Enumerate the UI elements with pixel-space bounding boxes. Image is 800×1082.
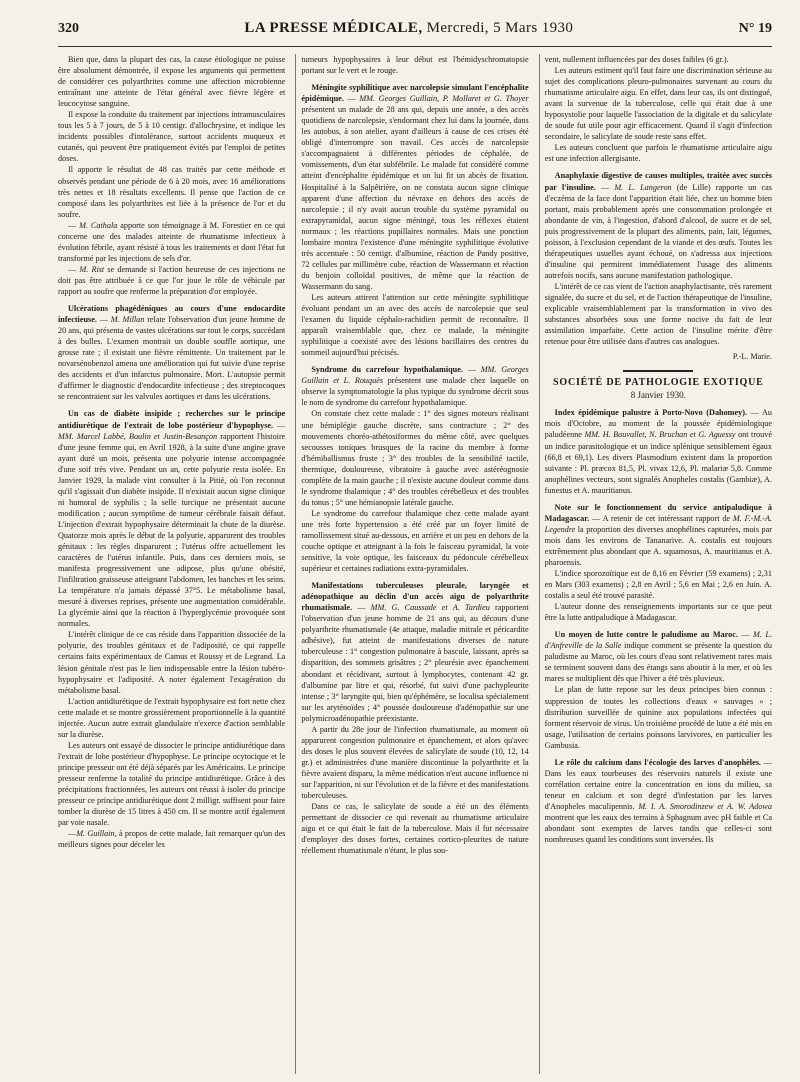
author-name: M. Guillain, — [76, 829, 117, 839]
paragraph: — M. Rist se demande si l'action heureuse de ces injections ne doit pas être attribuée à ce que l'or joue le rôle de véhicule par rapport au soufre que renferme la préparation d'or employée. — [58, 264, 286, 296]
paragraph: Les auteurs concluent que parfois le rhumatisme articulaire aigu est une infection allergisante. — [544, 143, 772, 164]
paragraph: Dans ce cas, le salicylate de soude a été un des éléments permettant de dissocier ce qui revenait au rhumatisme articulaire aigu et ce qui était le fait de la tuberculose. Mais il fut nécessaire d'employer des doses fortes, certaines cortico-pleurites de nature réellement rhumatismale n'étant, le plus sou- — [301, 802, 529, 856]
column-2 — [295, 54, 528, 1074]
column-3 — [539, 54, 772, 1074]
paragraph: On constate chez cette malade : 1° des signes moteurs réalisant une hémiplégie gauche discrète, sans contracture ; 2° des mouvements choréo-athétosiformes du même côté, avec quelques secousses toniques brusques de la racine du membre à forme d'hémiballismus fruste ; 3° des troubles de la sensibilité tactile, thermique, douloureuse, vibratoire à gauche avec astéréognosie complète de la main gauche ; il n'existe aucune douleur comme dans le syndrome thalamique ; 4° des troubles cérébelleux et des troubles du tonus ; 5° une hémianopsie latérale gauche. — [301, 409, 529, 507]
author-name: MM. G. Caussade et A. Tardieu — [370, 603, 490, 613]
author-name: MM. Georges Guillain et L. Rouquès — [301, 365, 529, 386]
author-name: M. Cathala — [79, 220, 118, 230]
signature: P.-L. Marie. — [732, 352, 772, 362]
paragraph: Le syndrome du carrefour thalamique chez cette malade ayant une très forte hypertension a été créé par un foyer limité de ramollissement situé au-dessous, en arrière et un peu en dehors de la couche optique et atteignant à la fois le faisceau pyramidal, la voie sensitive, la voie optique, les faisceaux du pédoncule cérébelleux supérieur et certaines radiations extra-pyramidales. — [301, 508, 529, 574]
author-name: M. F.-M.-A. Legendre — [544, 513, 772, 534]
paragraph: Les auteurs estiment qu'il faut faire une discrimination sérieuse au sujet des complications pleuro-pulmonaires survenant au cours du rhumatisme articulaire aigu. En effet, dans leur cas, ils ont distingué, avant la survenue de la tuberculose, celle qui était due à une hyposystolie pour laquelle l'association de la digitale et du salicylate de soude fut utile pour agir efficacement. Quand il s'agit d'infection secondaire, le salicylate de soude reste sans effet. — [544, 66, 772, 142]
section-ulcerations: Ulcérations phagédéniques au cours d'une endocardite infectieuse. — M. Millan relate l'observation d'un jeune homme de 20 ans, qui présenta de vastes ulcérations sur tout le corps, succédant à des bulles. L'examen montrait un double souffle aortique, une grosse rate ; il existait une fièvre rémittente. Un traitement par le novarsénobenzol amena une amélioration qui fut suivie d'une reprise des accidents et d'un infarctus pulmonaire. Mort. L'autopsie permit d'affirmer le diagnostic d'endocardite infectieuse ; des streptocoques se rencontraient sur les valvules aortiques et dans les ulcérations. — [58, 304, 286, 402]
author-name: M. Millan — [110, 315, 145, 325]
author-name: MM. H. Bauvallet, N. Bruchan et G. Aguessy — [584, 430, 736, 440]
paragraph: L'indice sporozoïtique est de 8,16 en Février (59 examens) ; 2,31 en Mars (303 examens) ; 2,8 en Avril ; 5,6 en Mai ; 2,6 en Juin. A. costalis a seul été trouvé parasité. — [544, 569, 772, 601]
author-name: M. L. Langeron — [614, 182, 672, 192]
society-title: SOCIÉTÉ DE PATHOLOGIE EXOTIQUE — [553, 377, 764, 389]
section-diabete-insipide: Un cas de diabète insipide ; recherches sur le principe antidiurétique de l'extrait de lobe postérieur d'hypophyse. — MM. Marcel Labbé, Boulin et Justin-Besançon rapportent l'histoire d'une jeune femme qui, en Avril 1928, à la suite d'une angine grave ayant duré un mois, présenta une polyurie intense accompagnée d'une soif très vive. Pendant un an, cette polyurie resta isolée. En Janvier 1929, la malade vint consulter à la Pitié, où l'on reconnut qu'il s'agissait d'un diabète insipide. Il n'existait aucun signe clinique ni humoral de syphilis ; la selle turcique ne présentait aucune modification ; aucun symptôme de tumeur cérébrale faisait défaut. L'injection d'extrait hypophysaire déterminait la chute de la diurèse. Quatorze mois après le début de la polyurie, apparurent des troubles génitaux : les règles disparurent ; l'utérus offre actuellement les caractères de l'utérus infantile. Puis, dans ces derniers mois, se manifesta progressivement une adipose, plus qu'une obésité, l'infiltration graisseuse atteignant l'abdomen, les hanches et les seins. La température n'a jamais dépassé 37°5. Le métabolisme basal, mesuré à diverses reprises, présente une augmentation considérable. La glycémie ainsi que la réaction à l'hyperglycémie provoquée sont normales. — [58, 409, 286, 629]
paragraph: Le plan de lutte repose sur les deux principes bien connus : suppression de toutes les collections d'eaux « sauvages » ; distribution surveillée de quinine aux populations infectées qui forment réservoir de virus. Un troisième procédé de lutte a été mis en usage, l'utilisation de certains poissons larvivores, en particulier les Gambusia. — [544, 685, 772, 750]
section-title: Méningite syphilitique avec narcolepsie simulant l'encéphalite épidémique. — [301, 83, 529, 104]
section-maroc: Un moyen de lutte contre le paludisme au Maroc. — M. L. d'Anfreville de la Salle indique comment se présente la question du paludisme au Maroc, où les cours d'eau sont relativement rares mais se terminent souvent dans des étangs sans aboutir à la mer, et où les mares se multiplient dès que l'hiver a été très pluvieux. — [544, 630, 772, 684]
section-carrefour: Syndrome du carrefour hypothalamique. — MM. Georges Guillain et L. Rouquès présentent une malade chez laquelle on observe la symptomatologie la plus typique du syndrome décrit sous le nom de syndrome du carrefour hypothalamique. — [301, 365, 529, 408]
issue-date: Mercredi, 5 Mars 1930 — [426, 20, 574, 36]
paragraph: L'intérêt clinique de ce cas réside dans l'apparition dissociée de la polyurie, des troubles génitaux et de l'adiposité, ce qui rappelle certains faits expérimentaux de Camus et Roussy et de Legrand. La lésion génitale n'est pas le lien indispensable entre la lésion tubéro-hypophysaire et l'adiposité. A noter également l'exagération du métabolisme basal. — [58, 630, 286, 695]
paragraph: L'auteur donne des renseignements importants sur ce que peut être la lutte antipaludique à Madagascar. — [544, 602, 772, 623]
journal-title — [244, 20, 573, 37]
paragraph: A partir du 28e jour de l'infection rhumatismale, au moment où apparurent congestion pulmonaire et épanchement, et alors qu'avec des doses le plus souvent élevées de salicylate de soude (10, 12, 14 gr.) et administrées d'une manière discontinue la polyarthrite et la fièvre avaient disparu, la même médication n'eut aucune influence ni sur l'apparition, ni sur l'évolution et de la fièvre et des manifestations tuberculeuses. — [301, 724, 529, 801]
section-title: Un moyen de lutte contre le paludisme au Maroc. — [554, 630, 738, 640]
paragraph: L'action antidiurétique de l'extrait hypophysaire est fort nette chez cette malade et se montre grossièrement proportionnelle à la quantité injectée. Aucun autre extrait glandulaire n'exerce d'action semblable sur la diurèse. — [58, 696, 286, 739]
section-title: Index épidémique palustre à Porto-Novo (Dahomey). — [554, 408, 748, 418]
section-manifestations: Manifestations tuberculeuses pleurale, laryngée et adénopathique au déclin d'un accès aigu de polyarthrite rhumatismale. — MM. G. Caussade et A. Tardieu rapportent l'observation d'un jeune homme de 21 ans qui, au décours d'une polyarthrite rhumatismale (4e attaque, maladie mitrale et péricardite adhésive), fut atteint de manifestations diverses de nature tuberculeuse : 1° congestion pulmonaire à bascule, laissant, après sa disparition, des sommets grisâtres ; 2° pleurésie avec épanchement abondant et récidivant, surtout à lymphocytes, contenant 42 gr. d'albumine par litre et qui, résorbé, fut suivi d'une pachypleurite intense ; 3° laryngite qui, bien qu'éphémère, se localisa spécialement sur les aryténoïdes ; 4° poussée douloureuse d'adénopathie sur une polymicroadénopathie préexistante. — [301, 581, 529, 723]
section-title: Note sur le fonctionnement du service antipaludique à Madagascar. — [544, 502, 772, 523]
society-date: 8 Janvier 1930. — [630, 390, 686, 401]
paragraph: Il apporte le résultat de 48 cas traités par cette méthode et observés pendant une période de 6 à 20 mois, avec 16 améliorations très nettes et 18 résultats excellents. Il pense que l'action de ce composé dans les polyarthrites est liée à la présence de l'or et du soufre. — [58, 165, 286, 219]
paragraph: Bien que, dans la plupart des cas, la cause étiologique ne puisse être absolument démontrée, il expose les arguments qui permettent de considérer ces polyarthrites comme une affection microbienne entraînant une atteinte de l'état général avec fièvre légère et leucocytose sanguine. — [58, 55, 286, 109]
section-title: Ulcérations phagédéniques au cours d'une endocardite infectieuse. — [58, 304, 286, 325]
issue-number: N° 19 — [738, 21, 772, 36]
article-columns — [58, 54, 772, 1074]
section-madagascar: Note sur le fonctionnement du service antipaludique à Madagascar. — A retenir de cet intéressant rapport de M. F.-M.-A. Legendre la proportion des diverses anophélines capturées, mois par mois dans les environs de Tananarive. A. costalis est toujours extrêmement plus abondant que A. squamosus, A. mauritianus et A. pharoensis. — [544, 502, 772, 567]
section-title: Manifestations tuberculeuses pleurale, laryngée et adénopathique au déclin d'un accès aigu de polyarthrite rhumatismale. — [301, 581, 529, 613]
paragraph: — M. Cathala apporte son témoignage à M. Forestier en ce qui concerne une des malades atteinte de rhumatisme infectieux à évolution fébrile, ayant résisté à tous les traitements et dont l'état fut transformé par les injections de sels d'or. — [58, 220, 286, 263]
paragraph: Les auteurs ont essayé de dissocier le principe antidiurétique dans l'extrait de lobe postérieur d'hypophyse. Le principe ocytocique et le principe presseur ont été déjà séparés par les Américains. Le principe presseur renferme la totalité du principe antidiurétique. Grâce à des précipitations fractionnées, les auteurs ont réussi à isoler du principe presseur ce principe antidiurétique dont 2 milligr. suffisent pour faire tomber la diurèse de 15 litres à 450 cm. Il se montre actif également par voie nasale. — [58, 740, 286, 828]
section-calcium: Le rôle du calcium dans l'écologie des larves d'anophèles. — Dans les eaux tourbeuses des réservoirs naturels il existe une corrélation certaine entre la concentration en ions du milieu, sa teneur en calcium et son degré d'infestation par les larves d'Anopheles maculipennis. M. I. A. Smorodinzew et A. W. Adowa montrent que les eaux des terrains à Sphagnum avec pH faible et Ca abondant sont exemptes de larves tandis que celles-ci sont nombreuses quand les conditions sont inversées. Ils — [544, 757, 772, 845]
section-title: Un cas de diabète insipide ; recherches sur le principe antidiurétique de l'extrait de lobe postérieur d'hypophyse. — [58, 409, 286, 430]
journal-name: LA PRESSE MÉDICALE, — [244, 20, 423, 36]
paragraph: Les auteurs attirent l'attention sur cette méningite syphilitique évoluant pendant un an avec des accès de narcolepsie que seul l'examen du liquide céphalo-rachidien permit de reconnaître. Il apparaît vraisemblable que, chez ce malade, la méningite syphilitique a coexisté avec des lésions bacillaires des centres du sommeil aujourd'hui précisés. — [301, 292, 529, 358]
paragraph: Il expose la conduite du traitement par injections intramusculaires tous les 5 à 7 jours, de 5 à 10 centigr. d'allochrysine, et indique les incidents possibles d'intolérance, surtout accidents muqueux et cutanés, qui peuvent être pratiquement évités par l'emploi de petites doses. — [58, 110, 286, 164]
page-number: 320 — [58, 21, 79, 36]
paragraph: L'intérêt de ce cas vient de l'action anaphylactisante, très rarement signalée, du sucre et du sel, et de l'action thérapeutique de l'insuline, explicable vraisemblablement par la transformation in vivo des substances absorbées sous une forme nocive du fait de leur assimilation imparfaite. Cette action de l'insuline mérite d'être retenue pour être utilisée dans d'autres cas analogues. — [544, 281, 772, 347]
paragraph: vent, nullement influencées par des doses faibles (6 gr.). — [544, 55, 729, 64]
author-name: M. L. d'Anfreville de la Salle — [544, 630, 772, 651]
section-anaphylaxie: Anaphylaxie digestive de causes multiples, traitée avec succès par l'insuline. — M. L. Langeron (de Lille) rapporte un cas d'eczéma de la face dont l'apparition était liée, chez un homme bien portant, mais probablement après une consommation prolongée et abondante de vin, à l'ingestion, d'abord d'alcool, de sucre et de sel, puis progressivement de la plupart des aliments, pain, lait, légumes, poisson, à l'exclusion cependant de la viande et des œufs. Toutes les thérapeutiques usuelles ayant échoué, on s'adressa aux injections d'insuline qui permirent immédiatement l'usage des aliments autrefois nocifs, sans aucune manifestation pathologique. — [544, 171, 772, 280]
section-meningite: Méningite syphilitique avec narcolepsie simulant l'encéphalite épidémique. — MM. Georges Guillain, P. Mollaret et G. Thoyer présentent un malade de 28 ans qui, depuis une année, a des accès quotidiens de narcolepsie, s'endormant chez lui dans la journée, dans les autobus, à son atelier, ayant d'ailleurs à cause de ces crises été obligé d'interrompre son travail. Ces accès de narcolepsie s'accompagnaient à différentes périodes de céphalée, de vomissements, d'un état subfébrile. Le malade fut considéré comme atteint d'encéphalite épidémique et on lui fit un abcès de fixation. Hospitalisé à la Salpêtrière, on ne constata aucun signe clinique apparent d'une affection du névraxe en dehors des accès de narcolepsie ; il n'y avait aucun trouble du système pyramidal ou extrapyramidal, aucun signe méningé, tous les réflexes étaient normaux ; les réactions pupillaires normales. Mais une ponction lombaire montra l'existence d'une méningite syphilitique évolutive très accentuée : 50 centigr. d'albumine, réaction de Pandy positive, 72 cellules par millimètre cube, réaction de Wassermann et réaction du benjoin colloïdal positives, de même que la réaction de Wassermann du sang. — [301, 83, 529, 291]
paragraph: tumeurs hypophysaires à leur début est l'hémidyschromatopsie portant sur le vert et le rouge. — [301, 55, 529, 76]
section-title: Syndrome du carrefour hypothalamique. — [311, 365, 463, 375]
divider — [623, 370, 693, 372]
author-name: M. I. A. Smorodinzew et A. W. Adowa — [638, 801, 772, 811]
column-1 — [58, 54, 285, 1074]
author-name: M. Rist — [79, 264, 105, 274]
section-title: Le rôle du calcium dans l'écologie des larves d'anophèles. — [554, 757, 761, 767]
section-title: Anaphylaxie digestive de causes multiples, traitée avec succès par l'insuline. — [544, 171, 772, 192]
section-porto-novo: Index épidémique palustre à Porto-Novo (Dahomey). — Au mois d'Octobre, au moment de la poussée épidémiologique paludéenne MM. H. Bauvallet, N. Bruchan et G. Aguessy ont trouvé un indice parasitologique et un indice splénique sensiblement égaux (66,8 et 69,1). Les divers Plasmodium existent dans la proportion suivante : Pl. præcox 81,5, Pl. vivax 12,6, Pl. malariæ 5,8. Comme anophélines vecteurs, sont signalés Anopheles costalis (Gambiæ), A. funestus et A. mauritianus. — [544, 408, 772, 495]
paragraph: —M. Guillain, à propos de cette malade, fait remarquer qu'un des meilleurs signes pour déceler les — [58, 829, 286, 850]
page-header — [58, 20, 772, 47]
author-name: MM. Marcel Labbé, Boulin et Justin-Besançon — [58, 431, 218, 441]
author-name: MM. Georges Guillain, P. Mollaret et G. Thoyer — [359, 94, 529, 104]
